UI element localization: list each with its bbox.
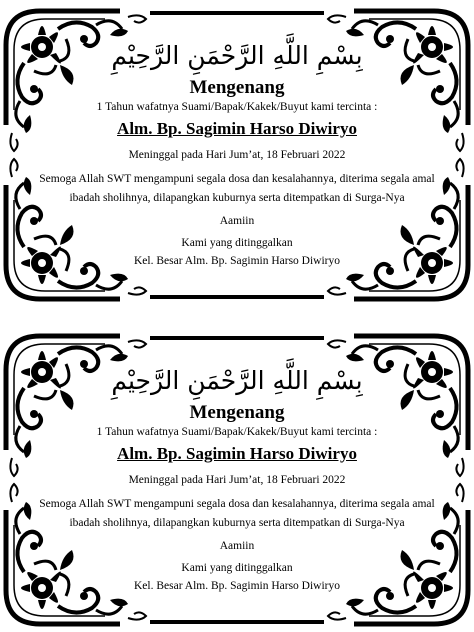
- card-subtitle: 1 Tahun wafatnya Suami/Bapak/Kakek/Buyut kami tercinta :: [96, 101, 378, 113]
- deceased-name-text: Alm. Bp. Sagimin Harso Diwiryo: [117, 444, 357, 463]
- prayer-line-2: ibadah sholihnya, dilapangkan kuburnya serta ditempatkan di Surga-Nya: [69, 192, 405, 204]
- memorial-card-1: [0, 5, 474, 305]
- deceased-name-text: Alm. Bp. Sagimin Harso Diwiryo: [117, 119, 357, 138]
- prayer-line-2: ibadah sholihnya, dilapangkan kuburnya serta ditempatkan di Surga-Nya: [69, 517, 405, 529]
- card-subtitle: 1 Tahun wafatnya Suami/Bapak/Kakek/Buyut kami tercinta :: [96, 426, 378, 438]
- family-name: Kel. Besar Alm. Bp. Sagimin Harso Diwiryo: [133, 580, 341, 592]
- death-date: Meninggal pada Hari Jum’at, 18 Februari 2022: [128, 474, 346, 486]
- prayer-line-1: Semoga Allah SWT mengampuni segala dosa dan kesalahannya, diterima segala amal: [39, 173, 435, 185]
- aamiin: Aamiin: [219, 215, 255, 227]
- family-name: Kel. Besar Alm. Bp. Sagimin Harso Diwiryo: [133, 255, 341, 267]
- deceased-name: [0, 119, 474, 139]
- basmala: بِسْمِ اللَّهِ الرَّحْمَنِ الرَّحِيْمِ: [111, 366, 363, 395]
- from-label: Kami yang ditinggalkan: [181, 237, 293, 249]
- basmala: بِسْمِ اللَّهِ الرَّحْمَنِ الرَّحِيْمِ: [111, 41, 363, 70]
- prayer-line-1: Semoga Allah SWT mengampuni segala dosa dan kesalahannya, diterima segala amal: [39, 498, 435, 510]
- from-label: Kami yang ditinggalkan: [181, 562, 293, 574]
- memorial-card-2: [0, 330, 474, 630]
- aamiin: Aamiin: [219, 540, 255, 552]
- card-title: Mengenang: [189, 77, 285, 98]
- death-date: Meninggal pada Hari Jum’at, 18 Februari 2022: [128, 149, 346, 161]
- card-title: Mengenang: [189, 402, 285, 423]
- deceased-name: [0, 444, 474, 464]
